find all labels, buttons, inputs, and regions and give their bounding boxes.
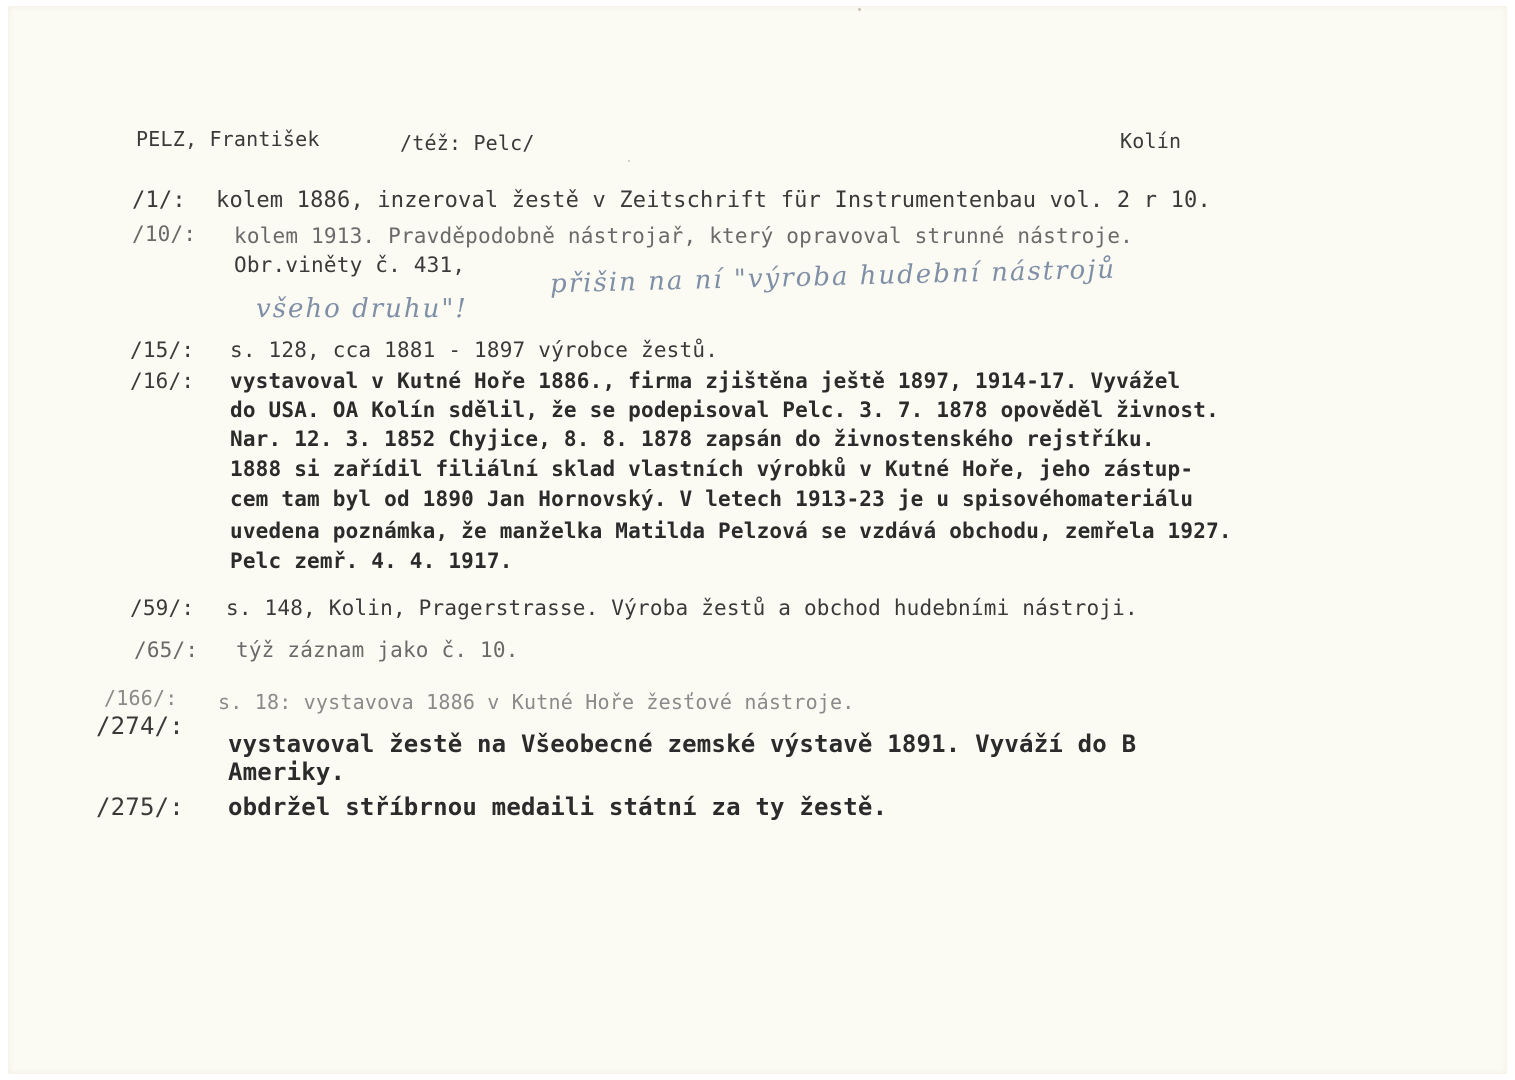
entry-ref: /16/: <box>130 369 195 393</box>
entry-line: Ameriky. <box>228 758 346 786</box>
entry-line: obdržel stříbrnou medaili státní za ty žestě. <box>228 793 888 821</box>
entry-ref: /275/: <box>96 793 184 821</box>
card-alias: /též: Pelc/ <box>400 131 535 155</box>
entry-line: cem tam byl od 1890 Jan Hornovský. V letech 1913-23 je u spisovéhomateriálu <box>230 487 1194 511</box>
entry-line: týž záznam jako č. 10. <box>236 638 519 662</box>
handwritten-note: všeho druhu"! <box>256 294 468 324</box>
paper-speck <box>858 8 861 11</box>
entry-line: s. 18: vystavova 1886 v Kutné Hoře žesťové nástroje. <box>218 690 855 714</box>
entry-line: vystavoval žestě na Všeobecné zemské výstavě 1891. Vyváží do B <box>228 730 1137 758</box>
card-location: Kolín <box>1120 129 1182 153</box>
entry-ref: /59/: <box>130 596 195 620</box>
entry-ref: /1/: <box>132 188 186 213</box>
entry-line: Pelc zemř. 4. 4. 1917. <box>230 549 513 573</box>
entry-ref: /15/: <box>130 338 195 362</box>
entry-ref: /10/: <box>132 222 197 246</box>
entry-line: s. 148, Kolin, Pragerstrasse. Výroba žestů a obchod hudebními nástroji. <box>226 596 1138 620</box>
entry-ref: /274/: <box>96 712 184 740</box>
entry-ref: /166/: <box>104 686 178 710</box>
handwritten-note: přišin na ní "výroba hudební nástrojů <box>549 254 1117 300</box>
entry-line: Obr.viněty č. 431, <box>234 253 466 277</box>
entry-line: kolem 1886, inzeroval žestě v Zeitschrift für Instrumentenbau vol. 2 r 10. <box>216 188 1211 213</box>
entry-line: s. 128, cca 1881 - 1897 výrobce žestů. <box>230 338 719 362</box>
entry-line: do USA. OA Kolín sdělil, že se podepisoval Pelc. 3. 7. 1878 opověděl živnost. <box>230 398 1219 422</box>
entry-line: uvedena poznámka, že manželka Matilda Pelzová se vzdává obchodu, zemřela 1927. <box>230 519 1232 543</box>
entry-line: 1888 si zařídil filiální sklad vlastních výrobků v Kutné Hoře, jeho zástup- <box>230 457 1194 481</box>
entry-line: kolem 1913. Pravděpodobně nástrojař, který opravoval strunné nástroje. <box>234 224 1134 248</box>
paper-speck <box>628 160 630 162</box>
entry-line: Nar. 12. 3. 1852 Chyjice, 8. 8. 1878 zapsán do živnostenského rejstříku. <box>230 427 1155 451</box>
entry-ref: /65/: <box>134 638 199 662</box>
card-name: PELZ, František <box>136 127 320 151</box>
entry-line: vystavoval v Kutné Hoře 1886., firma zjištěna ještě 1897, 1914-17. Vyvážel <box>230 369 1181 393</box>
